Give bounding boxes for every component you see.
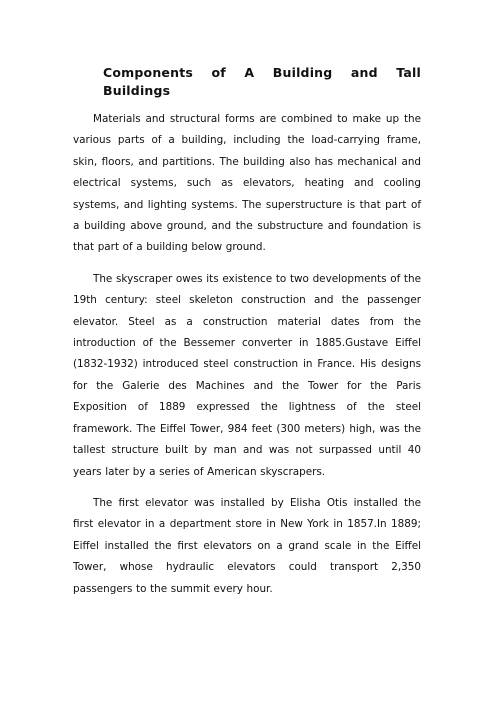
paragraph-skyscraper-history: The skyscraper owes its existence to two developments of the 19th century: steel skeleton construction and the passenger elevator. Steel as a construction material dates from the introduction of the Bessemer converter in 1885.Gustave Eiffel (1832-1932) introduced steel construction in France. His designs for the Galerie des Machines and the Tower for the Paris Exposition of 1889 expressed the lightness of the steel framework. The Eiffel Tower, 984 feet (300 meters) high, was the tallest structure built by man and was not surpassed until 40 years later by a series of American skyscrapers. [73, 272, 421, 478]
document-page [73, 64, 421, 610]
paragraph-elevator-history: The first elevator was installed by Elisha Otis installed the first elevator in a department store in New York in 1857.In 1889; Eiffel installed the first elevators on a grand scale in the Eiffel Tower, whose hydraulic elevators could transport 2,350 passengers to the summit every hour. [73, 496, 421, 595]
document-title: Components of A Building and Tall Buildings [103, 65, 421, 98]
paragraph-building-components: Materials and structural forms are combined to make up the various parts of a building, including the load-carrying frame, skin, floors, and partitions. The building also has mechanical and electrical systems, such as elevators, heating and cooling systems, and lighting systems. The superstructure is that part of a building above ground, and the substructure and foundation is that part of a building below ground. [73, 113, 421, 254]
